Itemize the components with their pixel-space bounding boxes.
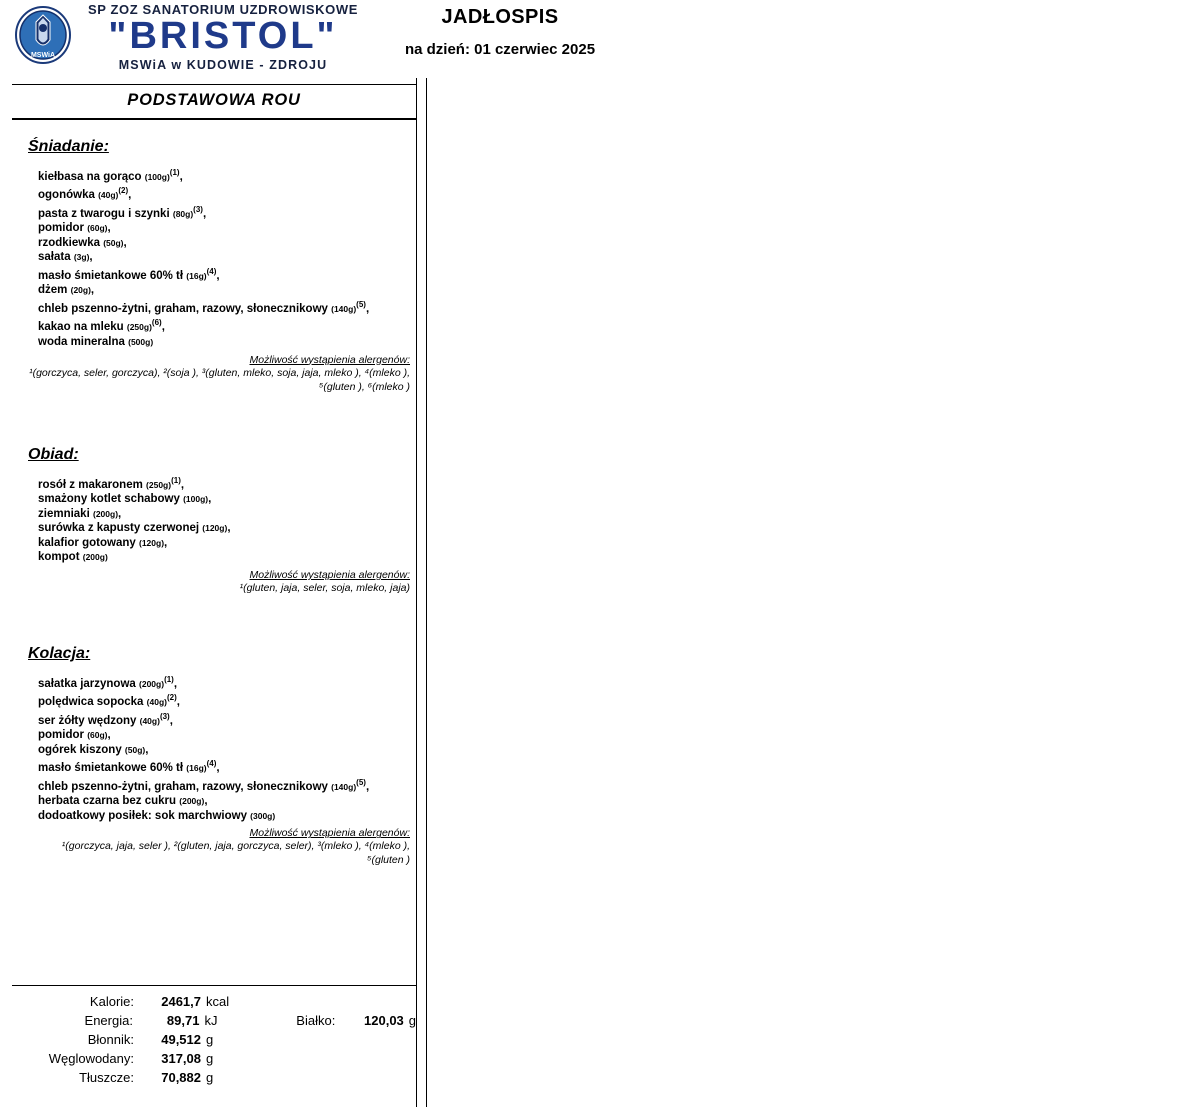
meal-item-portion: (3g)	[73, 252, 90, 263]
page-title: JADŁOSPIS	[441, 6, 559, 28]
meal-item-portion: (16g)	[186, 270, 207, 281]
meal-item-allergen-ref: (2)	[118, 186, 129, 196]
meal-item	[38, 474, 416, 492]
meal-item-name: pasta z twarogu i szynki	[38, 207, 170, 220]
allergens-title: Możliwość wystąpienia alergenów:	[249, 827, 410, 840]
allergens-text: ¹(gorczyca, seler, gorczyca), ²(soja ), ³(gluten, mleko, soja, jaja, mleko ), ⁴(mleko ), ⁵(gluten ), ⁶(mleko )	[29, 366, 410, 393]
meal-title: Śniadanie:	[28, 138, 109, 155]
nutrition-summary	[12, 985, 416, 1089]
column-divider	[426, 78, 427, 1107]
meal-item-name: sałatka jarzynowa	[38, 677, 136, 690]
meal-item-separator: ,	[107, 222, 111, 235]
meal-item-portion: (140g)	[331, 781, 357, 792]
allergens-text: ¹(gorczyca, jaja, seler ), ²(gluten, jaja, gorczyca, seler), ³(mleko ), ⁴(mleko ), ⁵(gluten )	[61, 840, 410, 867]
meal-item-separator: ,	[118, 507, 122, 520]
meal-item-name: chleb pszenno-żytni, graham, razowy, słonecznikowy	[38, 780, 328, 793]
meal-item-name: smażony kotlet schabowy	[38, 492, 180, 505]
summary-value: 317,08	[161, 1051, 201, 1066]
meal-item-separator: ,	[365, 780, 370, 793]
summary-row	[12, 994, 416, 1013]
meal-item-portion: (60g)	[87, 223, 108, 234]
meal-item-portion: (60g)	[87, 730, 108, 741]
meal-item	[38, 794, 416, 809]
meal-item-allergen-ref: (3)	[193, 204, 203, 214]
meal-item-allergen-ref: (5)	[356, 300, 366, 310]
meal-item-portion: (80g)	[172, 208, 194, 219]
meal-item	[38, 673, 416, 691]
meal-item-list	[28, 673, 416, 823]
meal-item-separator: ,	[161, 321, 165, 334]
meal-item	[38, 492, 416, 507]
meal-item-name: ogonówka	[38, 189, 95, 202]
meal-item	[38, 236, 416, 251]
summary-unit: g	[206, 1032, 214, 1047]
meal-item-portion: (300g)	[250, 810, 276, 821]
meal-item-portion: (250g)	[146, 479, 172, 490]
menu-column	[12, 78, 417, 1107]
brand-top-line: SP ZOZ SANATORIUM UZDROWISKOWE	[87, 2, 359, 17]
summary-label: Energia:	[84, 1013, 133, 1028]
meal-item	[38, 221, 416, 236]
meal-item	[38, 335, 416, 350]
meal-item	[38, 757, 416, 775]
meal-item-portion: (120g)	[202, 523, 228, 534]
menu-sheet	[0, 78, 1200, 1107]
meal-item	[38, 298, 416, 316]
meal-item-portion: (40g)	[146, 697, 167, 708]
summary-unit: g	[206, 1070, 214, 1085]
meal-item-name: chleb pszenno-żytni, graham, razowy, słonecznikowy	[38, 302, 328, 315]
summary-unit-secondary: g	[408, 1013, 417, 1028]
meal-title: Obiad:	[28, 445, 79, 463]
summary-value: 2461,7	[161, 994, 201, 1009]
meal-item-name: pomidor	[38, 222, 84, 235]
meal-item-portion: (20g)	[70, 285, 91, 296]
meal-item-name: masło śmietankowe 60% tł	[38, 269, 184, 282]
meal-item-allergen-ref: (6)	[151, 318, 162, 328]
meal-item-name: ser żółty wędzony	[38, 714, 137, 727]
summary-unit: kcal	[206, 994, 230, 1009]
brand-block	[78, 2, 368, 72]
meal-item-portion: (100g)	[144, 171, 170, 182]
meal-item	[38, 691, 416, 709]
meal-item-separator: ,	[176, 696, 180, 709]
meal-item	[38, 550, 416, 565]
summary-value: 70,882	[161, 1070, 201, 1085]
meal-item-separator: ,	[90, 284, 95, 297]
meal-item	[38, 507, 416, 522]
meal-item-portion: (50g)	[103, 237, 124, 248]
meal-title: Kolacja:	[28, 644, 91, 662]
meal-item-separator: ,	[164, 536, 168, 549]
meal-item-separator: ,	[169, 714, 173, 727]
meal-item-portion: (200g)	[139, 678, 165, 689]
meal-item-list	[28, 166, 416, 350]
diet-name: PODSTAWOWA ROU	[127, 91, 301, 109]
summary-unit: g	[206, 1051, 214, 1066]
summary-value: 89,71	[166, 1013, 200, 1028]
meal-item	[38, 203, 416, 221]
meal-block	[12, 446, 416, 595]
meal-item-separator: ,	[107, 729, 111, 742]
meal-item-name: kalafior gotowany	[38, 536, 136, 549]
meal-item-portion: (50g)	[124, 744, 146, 755]
meal-item	[38, 250, 416, 265]
meal-item	[38, 743, 416, 758]
meal-item-separator: ,	[179, 170, 183, 183]
meal-item-separator: ,	[204, 795, 208, 808]
meal-item-name: ziemniaki	[38, 507, 90, 520]
meal-item-name: sałata	[38, 251, 71, 264]
summary-rows	[12, 994, 416, 1089]
summary-label: Kalorie:	[89, 994, 134, 1009]
summary-label: Błonnik:	[87, 1032, 134, 1047]
meal-item-name: pomidor	[38, 729, 84, 742]
meal-item-name: dżem	[38, 284, 68, 297]
meal-item-allergen-ref: (3)	[159, 711, 170, 721]
meal-item-portion: (250g)	[126, 322, 152, 333]
meal-item	[38, 776, 416, 794]
meal-item-separator: ,	[216, 762, 220, 775]
meal-item-name: masło śmietankowe 60% tł	[38, 762, 184, 775]
brand-name-text: BRISTOL	[129, 15, 317, 57]
meal-block	[12, 138, 416, 394]
summary-unit: kJ	[204, 1013, 218, 1028]
meal-item-allergen-ref: (4)	[206, 759, 217, 769]
meal-item	[38, 710, 416, 728]
meal-item-separator: ,	[89, 251, 93, 264]
summary-row	[12, 1013, 416, 1032]
meal-item-portion: (200g)	[82, 552, 108, 563]
summary-row	[12, 1051, 416, 1070]
diet-header	[12, 84, 416, 120]
mswia-bristol-logo-icon	[14, 6, 72, 64]
meal-item-name: kompot	[38, 551, 80, 564]
meal-item-name: rzodkiewka	[38, 236, 100, 249]
meal-item	[38, 265, 416, 283]
summary-value-secondary: 120,03	[364, 1013, 404, 1028]
summary-row	[12, 1070, 416, 1089]
meal-item-name: polędwica sopocka	[38, 696, 144, 709]
svg-text:MSWiA: MSWiA	[30, 52, 56, 59]
meal-item-portion: (140g)	[331, 303, 357, 314]
meal-item	[38, 184, 416, 202]
meal-item	[38, 283, 416, 298]
meal-item	[38, 316, 416, 334]
meal-item	[38, 521, 416, 536]
meal-item-name: woda mineralna	[38, 335, 125, 348]
brand-quote-right: "	[316, 15, 338, 57]
meal-item-portion: (40g)	[98, 190, 119, 201]
meal-item-allergen-ref: (2)	[166, 693, 177, 703]
meal-item-portion: (40g)	[139, 715, 160, 726]
document-date: na dzień: 01 czerwiec 2025	[404, 41, 596, 58]
brand-sub-line: MSWiA w KUDOWIE - ZDROJU	[118, 57, 328, 72]
meal-item-separator: ,	[365, 302, 370, 315]
meal-item-name: herbata czarna bez cukru	[38, 795, 177, 808]
meal-item-allergen-ref: (1)	[164, 674, 174, 684]
brand-quote-left: "	[108, 15, 130, 57]
meal-item-portion: (16g)	[186, 763, 207, 774]
allergens-title: Możliwość wystąpienia alergenów:	[249, 568, 410, 581]
meal-item-allergen-ref: (5)	[356, 777, 366, 787]
meal-item-separator: ,	[145, 743, 149, 756]
meal-item-separator: ,	[202, 207, 207, 220]
summary-label: Tłuszcze:	[79, 1070, 134, 1085]
title-block	[370, 6, 630, 58]
meal-item	[38, 809, 416, 824]
meal-item-name: dodoatkowy posiłek: sok marchwiowy	[38, 809, 247, 822]
meal-item-allergen-ref: (1)	[169, 168, 180, 177]
meal-item-allergen-ref: (4)	[206, 267, 217, 277]
allergens-text: ¹(gluten, jaja, seler, soja, mleko, jaja)	[239, 581, 410, 594]
meal-item-separator: ,	[128, 189, 132, 202]
meal-item-separator: ,	[123, 236, 127, 249]
brand-name	[78, 17, 368, 57]
summary-value: 49,512	[161, 1032, 201, 1047]
meal-item-portion: (120g)	[138, 537, 165, 548]
meal-item-separator: ,	[208, 492, 212, 505]
allergens-title: Możliwość wystąpienia alergenów:	[249, 353, 410, 366]
meal-item	[38, 536, 416, 551]
meal-item-portion: (100g)	[183, 493, 209, 504]
meals-container	[12, 138, 416, 867]
meal-item-name: kiełbasa na gorąco	[38, 170, 142, 183]
meal-item-portion: (200g)	[179, 796, 205, 807]
meal-item-name: surówka z kapusty czerwonej	[38, 522, 200, 535]
meal-item-name: rosół z makaronem	[38, 478, 143, 491]
summary-label: Węglowodany:	[48, 1051, 134, 1066]
meal-block	[12, 645, 416, 867]
meal-item-list	[28, 474, 416, 565]
meal-item-separator: ,	[180, 478, 185, 491]
summary-row	[12, 1032, 416, 1051]
meal-item-separator: ,	[227, 522, 231, 535]
meal-item-separator: ,	[216, 269, 220, 282]
meal-item-separator: ,	[173, 677, 178, 690]
meal-item-name: kakao na mleku	[38, 321, 124, 334]
meal-item-name: ogórek kiszony	[38, 743, 122, 756]
meal-item	[38, 728, 416, 743]
meal-item-portion: (200g)	[92, 508, 119, 519]
meal-item	[38, 166, 416, 184]
meal-item-allergen-ref: (1)	[171, 475, 181, 485]
meal-item-portion: (500g)	[128, 336, 154, 347]
document-header	[0, 0, 1200, 78]
summary-label-secondary: Białko:	[296, 1013, 336, 1028]
